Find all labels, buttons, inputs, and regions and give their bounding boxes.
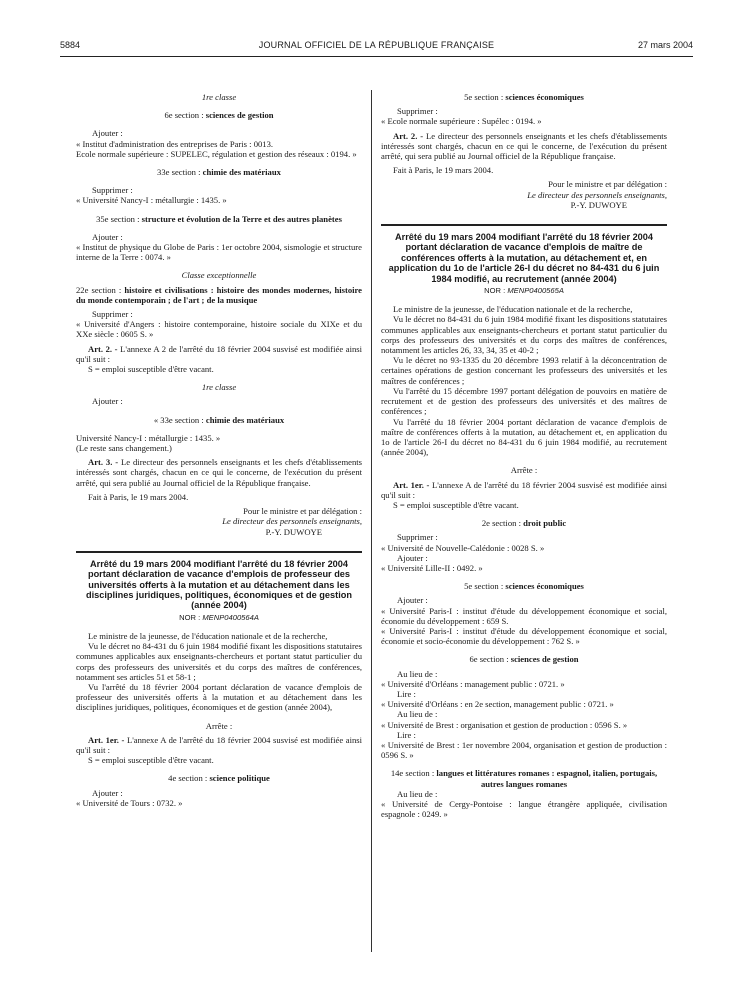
section-name: sciences économiques	[505, 92, 584, 102]
entry-line: « Ecole normale supérieure : Supélec : 0194. »	[381, 116, 542, 127]
section-heading	[381, 518, 667, 528]
classe-heading: 1re classe	[201, 92, 237, 102]
preamble-paragraph: Vu le décret no 93-1335 du 20 décembre 1993 relatif à la déconcentration de certaines opérations de gestion concernant les professeurs des universités et les maîtres de conférences ;	[381, 355, 667, 386]
ajouter-label: Ajouter :	[397, 552, 428, 563]
fait-line: Fait à Paris, le 19 mars 2004.	[393, 165, 494, 176]
entry-line: « Université de Brest : 1er novembre 2004, organisation et gestion de production : 0596 S. »	[381, 739, 667, 761]
section-heading	[381, 581, 667, 591]
issue-date: 27 mars 2004	[637, 40, 693, 50]
supprimer-label: Supprimer :	[397, 532, 438, 543]
article-paragraph	[381, 480, 667, 500]
section-number: 22e section :	[76, 284, 122, 295]
section-heading	[76, 415, 362, 425]
entry-line: « Université d'Orléans : management public : 0721. »	[381, 678, 565, 689]
section-heading	[76, 214, 362, 224]
signature-name: P.-Y. DUWOYE	[570, 199, 627, 210]
section-name: sciences de gestion	[510, 654, 579, 665]
article-paragraph	[76, 457, 362, 488]
section-name: droit public	[523, 518, 567, 529]
section-heading	[76, 773, 362, 783]
page-number: 5884	[60, 40, 81, 50]
nor-line	[381, 286, 667, 296]
signature-pour: Pour le ministre et par délégation :	[243, 506, 362, 517]
preamble-paragraph: Vu l'arrêté du 15 décembre 1997 portant délégation de pouvoirs en matière de recrutement et de gestion des professeurs des universités et des maîtres de conférences ;	[381, 385, 667, 417]
entry-line: « Université d'Angers : histoire contemporaine, histoire sociale du XIXe et du XXe siècle : 0605 S. »	[76, 319, 362, 340]
article-paragraph	[76, 344, 362, 364]
section-number: 14e section :	[390, 768, 435, 779]
section-rule	[76, 551, 362, 553]
left-column	[76, 92, 362, 808]
legend-line: S = emploi susceptible d'être vacant.	[88, 755, 214, 766]
ajouter-label: Ajouter :	[92, 128, 123, 139]
supprimer-label: Supprimer :	[92, 185, 133, 196]
section-name: chimie des matériaux	[202, 167, 281, 178]
page-header	[60, 40, 693, 54]
signature-name: P.-Y. DUWOYE	[265, 526, 322, 537]
reste-line: (Le reste sans changement.)	[76, 443, 172, 454]
section-name: histoire et civilisations : histoire des mondes modernes, histoire du monde contemporain ; de l'art ; de la musique	[76, 284, 362, 305]
ajouter-label: Ajouter :	[92, 231, 123, 242]
classe-heading: 1re classe	[201, 382, 237, 393]
article-label: Art. 2. -	[393, 130, 424, 141]
preamble-paragraph: Le ministre de la jeunesse, de l'éducation nationale et de la recherche,	[393, 304, 633, 315]
supprimer-label: Supprimer :	[397, 106, 438, 117]
preamble-paragraph: Vu l'arrêté du 18 février 2004 portant déclaration de vacance d'emplois de professeur des universités offerts à la mutation et au détachement dans les disciplines juridiques, politiques, économiques et de gestion (année 2004),	[76, 681, 362, 713]
signature-pour: Pour le ministre et par délégation :	[548, 179, 667, 190]
section-rule	[381, 224, 667, 226]
arrete-label: Arrête :	[205, 720, 233, 731]
section-heading	[381, 768, 667, 788]
section-heading	[381, 92, 667, 102]
aulieu-label: Au lieu de :	[397, 709, 438, 720]
lire-label: Lire :	[397, 688, 416, 699]
entry-line: « Institut d'administration des entreprises de Paris : 0013.	[76, 138, 274, 149]
lire-label: Lire :	[397, 729, 416, 740]
article-text: Le directeur des personnels enseignants et les chefs d'établissements intéressés sont chargés, chacun en ce qui le concerne, de l'exécution du présent arrêté, qui sera publié au Journal officiel de la République française.	[76, 457, 362, 488]
article-label: Art. 3. -	[88, 457, 119, 468]
section-number: 5e section :	[464, 92, 504, 102]
ajouter-label: Ajouter :	[92, 396, 123, 407]
ajouter-label: Ajouter :	[397, 595, 428, 606]
signature-title: Le directeur des personnels enseignants,	[527, 189, 667, 200]
section-number: 2e section :	[481, 518, 521, 529]
signature-title: Le directeur des personnels enseignants,	[222, 516, 362, 527]
aulieu-label: Au lieu de :	[397, 668, 438, 679]
section-heading	[381, 654, 667, 664]
section-name: chimie des matériaux	[205, 414, 285, 425]
article-label: Art. 1er. -	[88, 734, 125, 745]
entry-line: « Université de Tours : 0732. »	[76, 797, 183, 808]
section-name: langues et littératures romanes : espagnol, italien, portugais, autres langues romanes	[436, 768, 658, 789]
entry-line: Ecole normale supérieure : SUPELEC, régulation et gestion des réseaux : 0194. »	[76, 148, 357, 159]
section-number: 4e section :	[168, 773, 208, 784]
fait-line: Fait à Paris, le 19 mars 2004.	[88, 491, 189, 502]
arrete-title: Arrêté du 19 mars 2004 modifiant l'arrêté du 18 février 2004 portant déclaration de vacance d'emplois de professeur des universités offerts à la mutation et au détachement dans les disciplines juridiques, politiques, économiques et de gestion (année 2004)	[86, 558, 352, 611]
aulieu-label: Au lieu de :	[397, 788, 438, 799]
entry-line: « Université Paris-I : institut d'étude du développement économique et social, économie et socio-économie du développement : 762 S. »	[381, 625, 667, 647]
entry-line: « Université Lille-II : 0492. »	[381, 562, 483, 573]
section-name: structure et évolution de la Terre et des autres planètes	[141, 213, 342, 224]
article-label: Art. 1er. -	[393, 479, 430, 490]
entry-line: « Université de Nouvelle-Calédonie : 0028 S. »	[381, 542, 545, 553]
arrete-title: Arrêté du 19 mars 2004 modifiant l'arrêté du 18 février 2004 portant déclaration de vacance d'emplois de maître de conférences offerts à la mutation, au détachement et, en application du 1o de l'article 26-I du décret no 84-431 du 6 juin 1984 modifié, au recrutement (année 2004)	[388, 232, 660, 284]
article-text: L'annexe A de l'arrêté du 18 février 2004 susvisé est modifiée ainsi qu'il suit :	[76, 734, 363, 755]
section-number: 33e section :	[157, 167, 201, 178]
preamble-paragraph: Vu le décret no 84-431 du 6 juin 1984 modifié fixant les dispositions statutaires communes applicables aux enseignants-chercheurs et portant statut particulier du corps des professeurs des universités et du corps des maîtres de conférences, notamment les articles 26, 33, 34, 35 et 40-2 ;	[381, 314, 667, 356]
supprimer-label: Supprimer :	[92, 309, 133, 320]
entry-line: « Université de Brest : organisation et gestion de production : 0596 S. »	[381, 719, 628, 730]
article-paragraph	[381, 131, 667, 162]
column-separator	[371, 90, 372, 952]
entry-line: « Université de Cergy-Pontoise : langue étrangère appliquée, civilisation espagnole : 0249. »	[381, 799, 667, 820]
section-heading	[76, 285, 362, 305]
article-text: L'annexe A 2 de l'arrêté du 18 février 2004 susvisé est modifiée ainsi qu'il suit :	[76, 343, 362, 364]
preamble-paragraph: Vu le décret no 84-431 du 6 juin 1984 modifié fixant les dispositions statutaires communes applicables aux enseignants-chercheurs et portant statut particulier du corps des professeurs des universités et du corps des maîtres de conférences, notamment ses articles 51 et 58-1 ;	[76, 641, 362, 682]
legend-line: S = emploi susceptible d'être vacant.	[393, 499, 519, 510]
entry-line: Université Nancy-I : métallurgie : 1435. »	[76, 432, 221, 443]
article-text: Le directeur des personnels enseignants et les chefs d'établissements intéressés sont chargés, chacun en ce qui le concerne, de l'exécution du présent arrêté, qui sera publié au Journal officiel de la République française.	[381, 130, 667, 162]
section-number: 5e section :	[464, 581, 504, 592]
section-number: 6e section :	[469, 654, 509, 665]
arrete-label: Arrête :	[510, 465, 538, 476]
entry-line: « Université Paris-I : institut d'étude du développement économique et social, économie du développement : 659 S.	[381, 605, 667, 626]
nor-label: NOR :	[179, 612, 201, 622]
ajouter-label: Ajouter :	[92, 787, 123, 798]
article-paragraph	[76, 735, 362, 755]
section-heading	[76, 110, 362, 120]
entry-line: « Université Nancy-I : métallurgie : 1435. »	[76, 195, 227, 206]
entry-line: « Université d'Orléans : en 2e section, management public : 0721. »	[381, 699, 614, 710]
article-label: Art. 2. -	[88, 343, 118, 354]
right-column	[381, 92, 667, 819]
section-number: « 33e section :	[153, 414, 204, 425]
nor-line	[76, 613, 362, 623]
nor-code: MENP0400565A	[507, 286, 564, 296]
header-rule	[60, 56, 693, 57]
section-name: sciences de gestion	[205, 110, 274, 121]
section-number: 35e section :	[96, 213, 140, 224]
preamble-paragraph: Le ministre de la jeunesse, de l'éducation nationale et de la recherche,	[88, 630, 328, 641]
preamble-paragraph: Vu l'arrêté du 18 février 2004 portant déclaration de vacance d'emplois de maître de conférences offerts à la mutation, au détachement et, en application du 1o de l'article 26-I du décret no 84-431 du 6 juin 1984 modifié, au recrutement (année 2004),	[381, 416, 667, 458]
section-heading	[76, 167, 362, 177]
entry-line: « Institut de physique du Globe de Paris : 1er octobre 2004, sismologie et structure interne de la Terre : 0074. »	[76, 242, 362, 263]
article-text: L'annexe A de l'arrêté du 18 février 2004 susvisé est modifiée ainsi qu'il suit :	[381, 479, 668, 500]
nor-label: NOR :	[484, 286, 506, 296]
journal-title: JOURNAL OFFICIEL DE LA RÉPUBLIQUE FRANÇAISE	[258, 40, 495, 50]
section-name: science politique	[209, 773, 270, 784]
nor-code: MENP0400564A	[202, 612, 259, 622]
classe-heading: Classe exceptionnelle	[181, 270, 257, 281]
section-number: 6e section :	[164, 110, 204, 121]
legend-line: S = emploi susceptible d'être vacant.	[88, 364, 214, 375]
section-name: sciences économiques	[505, 581, 584, 592]
